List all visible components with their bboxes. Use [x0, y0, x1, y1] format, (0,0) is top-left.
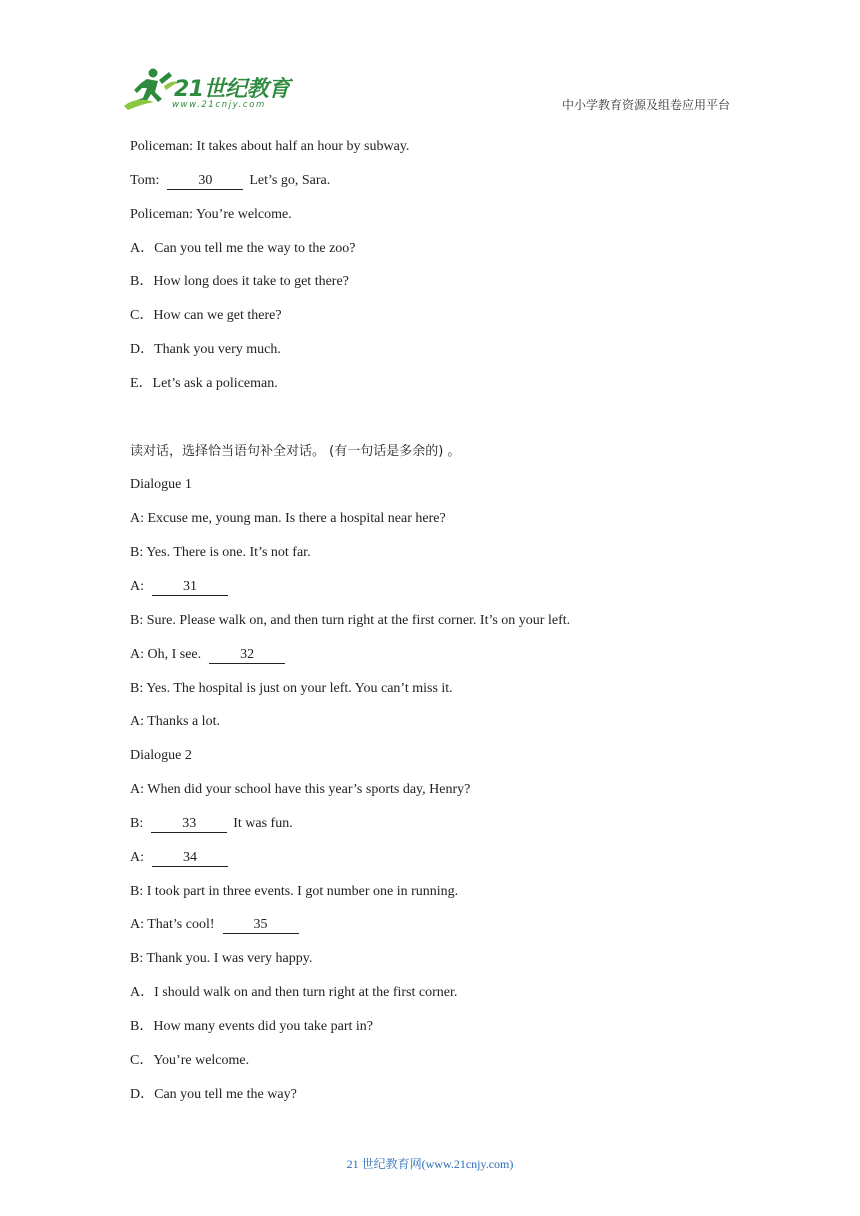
- d2-line-6: B: Thank you. I was very happy.: [130, 951, 313, 967]
- logo: [122, 66, 292, 116]
- option-e-part1: E．Let’s ask a policeman.: [130, 375, 278, 391]
- platform-name: 中小学教育资源及组卷应用平台: [561, 98, 730, 112]
- blank-34: 34: [152, 850, 228, 867]
- speaker-label: A:: [130, 578, 144, 594]
- section-spacer: [130, 408, 750, 442]
- option-b-part1: B．How long does it take to get there?: [130, 274, 349, 290]
- dialogue-2-title: Dialogue 2: [130, 748, 192, 764]
- page-header: [0, 0, 860, 120]
- option-d-part2: D．Can you tell me the way?: [130, 1086, 297, 1102]
- logo-text: 21世纪教育: [174, 77, 290, 102]
- blank-32: 32: [209, 647, 285, 664]
- d1-line-5: [130, 645, 750, 665]
- speaker-label: A: That’s cool!: [130, 917, 215, 933]
- option-c-part1: C．How can we get there?: [130, 308, 282, 324]
- page-footer: [0, 1155, 860, 1172]
- speaker-label: B:: [130, 815, 144, 831]
- speaker-label: A: Oh, I see.: [130, 646, 202, 662]
- option-d-part1: D．Thank you very much.: [130, 342, 281, 358]
- policeman-line-2: Policeman: You’re welcome.: [130, 206, 292, 222]
- d2-line-4: B: I took part in three events. I got number one in running.: [130, 883, 459, 899]
- d1-line-1: A: Excuse me, young man. Is there a hospital near here?: [130, 511, 446, 527]
- d2-line-5: [130, 915, 750, 935]
- option-a-part2: A．I should walk on and then turn right at the first corner.: [130, 985, 458, 1001]
- d1-line-6: B: Yes. The hospital is just on your left. You can’t miss it.: [130, 680, 453, 696]
- footer-link[interactable]: 21 世纪教育网(www.21cnjy.com): [346, 1157, 514, 1171]
- running-man-icon: [122, 66, 178, 114]
- blank-31: 31: [152, 579, 228, 596]
- d1-line-3: [130, 577, 750, 597]
- d2-line-1: A: When did your school have this year’s sports day, Henry?: [130, 782, 471, 798]
- logo-url: www.21cnjy.com: [172, 100, 266, 110]
- option-c-part2: C．You’re welcome.: [130, 1052, 250, 1068]
- d1-line-4: B: Sure. Please walk on, and then turn right at the first corner. It’s on your left.: [130, 612, 571, 628]
- blank-33: 33: [151, 816, 227, 833]
- option-b-part2: B．How many events did you take part in?: [130, 1018, 374, 1034]
- blank-30: 30: [167, 173, 243, 190]
- option-a-part1: A．Can you tell me the way to the zoo?: [130, 240, 356, 256]
- blank-35: 35: [223, 917, 299, 934]
- d1-line-2: B: Yes. There is one. It’s not far.: [130, 545, 311, 561]
- d2-line-3: [130, 848, 750, 868]
- line-text: Let’s go, Sara.: [249, 172, 331, 188]
- document-body: [130, 137, 750, 1118]
- dialogue-1-title: Dialogue 1: [130, 477, 192, 493]
- instruction: 读对话，选择恰当语句补全对话。 (有一句话是多余的) 。: [130, 443, 461, 459]
- speaker-label: Tom:: [130, 172, 160, 188]
- tom-line: [130, 171, 750, 191]
- line-text: It was fun.: [233, 815, 293, 831]
- policeman-line-1: Policeman: It takes about half an hour by subway.: [130, 139, 410, 154]
- d1-line-7: A: Thanks a lot.: [130, 714, 220, 730]
- speaker-label: A:: [130, 849, 144, 865]
- d2-line-2: [130, 814, 750, 834]
